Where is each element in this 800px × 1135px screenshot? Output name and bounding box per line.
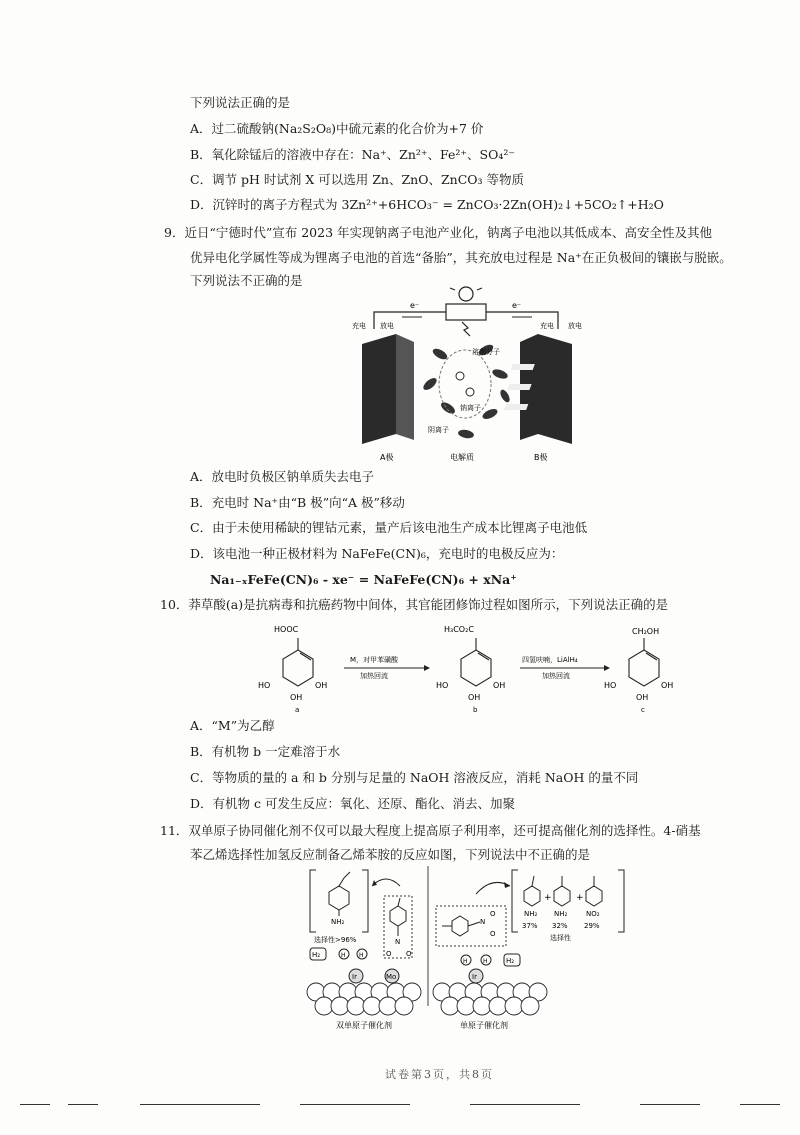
- no2-right: NO₂: [586, 910, 600, 918]
- pct-2: 32%: [552, 922, 568, 930]
- q10-option-b: B．有机物 b 一定难溶于水: [190, 744, 341, 759]
- electrode-b-label: B极: [534, 453, 548, 462]
- oh-a-bottom: OH: [290, 693, 303, 702]
- discharge-label-right: 放电: [568, 322, 582, 330]
- footer-rule-3: [140, 1104, 260, 1105]
- h-right-2: H: [483, 958, 488, 965]
- group-c: CH₂OH: [632, 627, 660, 636]
- h-left-2: H: [359, 952, 364, 959]
- oh-b-bottom: OH: [468, 693, 481, 702]
- selectivity-right: 选择性: [550, 934, 571, 942]
- label-c: c: [641, 706, 645, 714]
- electron-label-left: e⁻: [410, 301, 420, 310]
- shikimic-acid-scheme: [258, 620, 678, 716]
- group-a: HOOC: [274, 625, 299, 634]
- mo-left: Mo: [386, 973, 397, 981]
- electrode-a-label: A极: [380, 453, 394, 462]
- o-left-2: O: [406, 950, 412, 958]
- step2-top: 四氢呋喃，LiAlH₄: [522, 656, 578, 664]
- pct-3: 29%: [584, 922, 600, 930]
- q10-option-d: D．有机物 c 可发生反应：氧化、还原、酯化、消去、加聚: [190, 796, 515, 811]
- electron-label-right: e⁻: [512, 301, 522, 310]
- footer-rule-5: [470, 1104, 580, 1105]
- step1-bottom: 加热回流: [360, 672, 388, 680]
- page-number: 试卷第3页，共8页: [385, 1068, 494, 1081]
- sodium-ion-label: 钠离子: [460, 404, 481, 412]
- electrolyte-label: 电解质: [450, 453, 474, 462]
- q9-stem-line3: 下列说法不正确的是: [190, 273, 303, 288]
- footer-rule-2: [68, 1104, 98, 1105]
- q9-option-d: D．该电池一种正极材料为 NaFeFe(CN)₆，充电时的电极反应为：: [190, 546, 564, 561]
- q8-stem: 下列说法正确的是: [190, 95, 291, 110]
- label-a: a: [295, 706, 300, 714]
- q10-stem: 10．莽草酸(a)是抗病毒和抗癌药物中间体，其官能团修饰过程如图所示，下列说法正确的是: [160, 597, 669, 612]
- nh2-right-1: NH₂: [524, 910, 538, 918]
- q9-option-b: B．充电时 Na⁺由“B 极”向“A 极”移动: [190, 495, 405, 510]
- ir-right: Ir: [472, 973, 477, 981]
- sodium-battery-figure: [350, 284, 582, 466]
- o-right-2: O: [490, 930, 496, 938]
- n-left: N: [395, 938, 401, 946]
- solvent-label: 溶剂分子: [472, 348, 500, 356]
- h-left-1: H: [341, 952, 346, 959]
- ho-c: HO: [604, 681, 617, 690]
- caption-left: 双单原子催化剂: [336, 1021, 392, 1030]
- q9-stem-line2: 优异电化学属性等成为锂离子电池的首选“备胎”，其充放电过程是 Na⁺在正负极间的镶嵌与脱嵌。: [190, 250, 732, 265]
- label-b: b: [473, 706, 478, 714]
- h2-right: H₂: [506, 957, 515, 965]
- charge-label-right: 充电: [540, 322, 554, 330]
- charge-label-left: 充电: [352, 322, 366, 330]
- o-left-1: O: [386, 950, 392, 958]
- selectivity-left: 选择性>96%: [314, 936, 357, 944]
- oh-a-right: OH: [315, 681, 328, 690]
- q10-option-a: A．“M”为乙醇: [190, 718, 275, 733]
- step2-bottom: 加热回流: [542, 672, 570, 680]
- footer-rule-1: [20, 1104, 50, 1105]
- q8-option-a: A．过二硫酸钠(Na₂S₂O₈)中硫元素的化合价为+7 价: [190, 121, 484, 136]
- q10-option-c: C．等物质的量的 a 和 b 分别与足量的 NaOH 溶液反应，消耗 NaOH 的量不同: [190, 770, 639, 785]
- ho-a: HO: [258, 681, 271, 690]
- footer-rule-7: [740, 1104, 780, 1105]
- h2-left: H₂: [312, 951, 321, 959]
- o-right-1: O: [490, 910, 496, 918]
- oh-b-right: OH: [493, 681, 506, 690]
- plus-2: +: [576, 893, 584, 903]
- pct-1: 37%: [522, 922, 538, 930]
- step1-top: M，对甲苯磺酸: [350, 656, 399, 664]
- q8-option-c: C．调节 pH 时试剂 X 可以选用 Zn、ZnO、ZnCO₃ 等物质: [190, 172, 524, 187]
- q9-option-d-equation: Na₁₋ₓFeFe(CN)₆ - xe⁻ = NaFeFe(CN)₆ + xNa⁺: [210, 572, 517, 587]
- oh-c-right: OH: [661, 681, 674, 690]
- nh2-left: NH₂: [331, 918, 345, 926]
- q8-option-b: B．氧化除锰后的溶液中存在：Na⁺、Zn²⁺、Fe²⁺、SO₄²⁻: [190, 147, 515, 162]
- ir-left: Ir: [352, 973, 357, 981]
- q11-stem-line2: 苯乙烯选择性加氢反应制备乙烯苯胺的反应如图，下列说法中不正确的是: [190, 847, 591, 862]
- footer-rule-6: [640, 1104, 700, 1105]
- nh2-right-2: NH₂: [554, 910, 568, 918]
- footer-rule-4: [300, 1104, 410, 1105]
- plus-1: +: [544, 893, 552, 903]
- q9-option-a: A．放电时负极区钠单质失去电子: [190, 469, 375, 484]
- n-right: N: [480, 918, 486, 926]
- caption-right: 单原子催化剂: [460, 1021, 508, 1030]
- catalyst-figure: [300, 866, 630, 1032]
- anion-label: 阴离子: [428, 426, 449, 434]
- discharge-label-left: 放电: [380, 322, 394, 330]
- oh-c-bottom: OH: [636, 693, 649, 702]
- q9-option-c: C．由于未使用稀缺的锂钴元素，量产后该电池生产成本比锂离子电池低: [190, 520, 588, 535]
- h-right-1: H: [463, 958, 468, 965]
- ho-b: HO: [436, 681, 449, 690]
- q11-stem-line1: 11．双单原子协同催化剂不仅可以最大程度上提高原子利用率，还可提高催化剂的选择性。4-硝基: [160, 823, 701, 838]
- group-b: H₃CO₂C: [444, 625, 474, 634]
- q8-option-d: D．沉锌时的离子方程式为 3Zn²⁺+6HCO₃⁻ = ZnCO₃·2Zn(OH)₂↓+5CO₂↑+H₂O: [190, 197, 664, 212]
- q9-stem-line1: 9．近日“宁德时代”宣布 2023 年实现钠离子电池产业化，钠离子电池以其低成本、高安全性及其他: [164, 225, 712, 240]
